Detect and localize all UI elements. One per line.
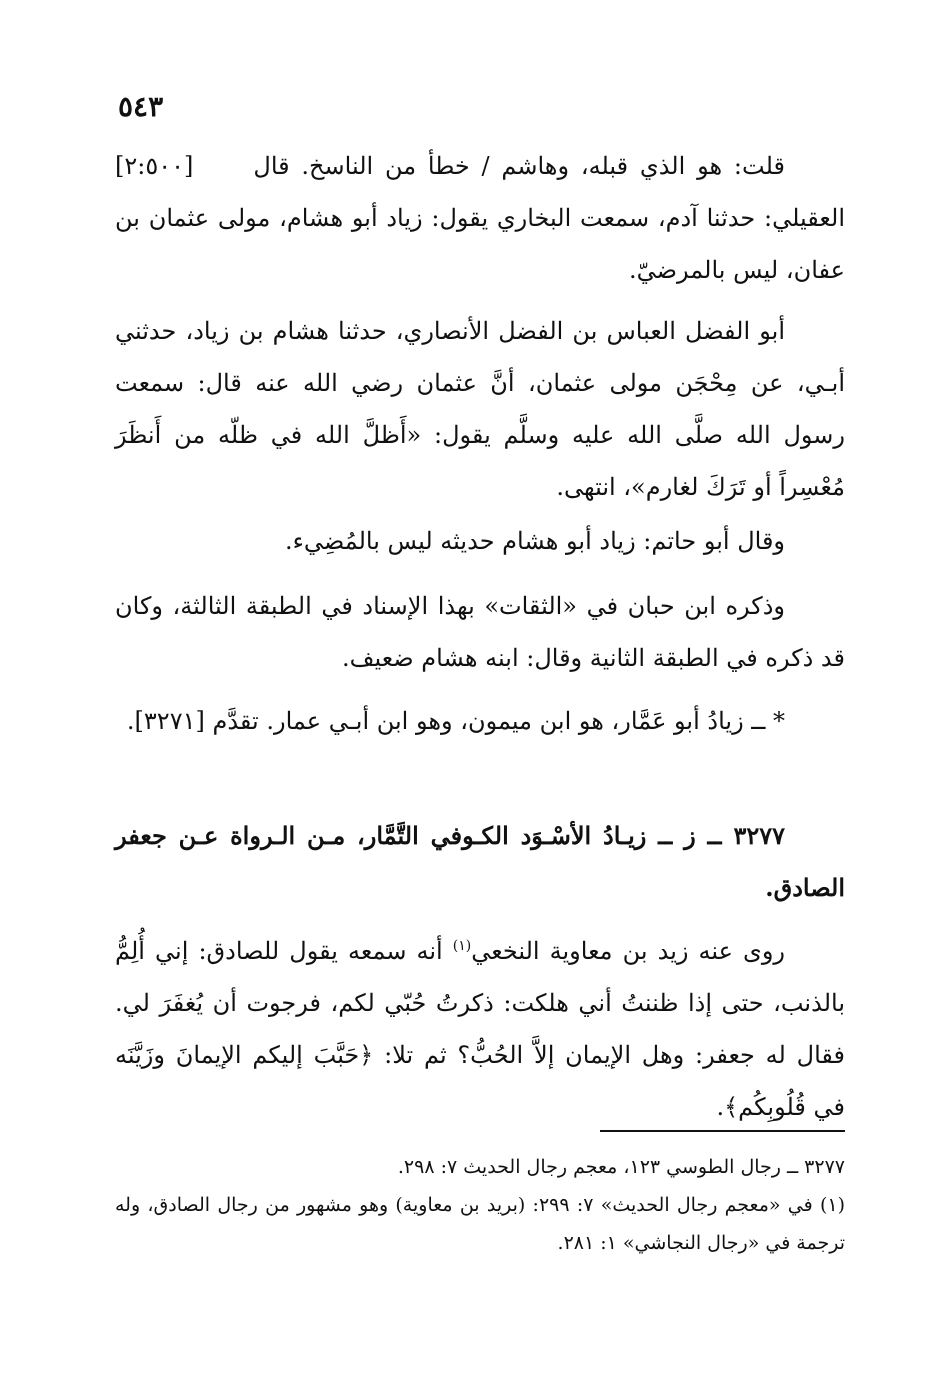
- paragraph-1: [115, 140, 845, 296]
- paragraph-3-text: وقال أبو حاتم: زياد أبو هشام حديثه ليس بالمُضِيء.: [284, 527, 785, 555]
- entry-3277-text: ٣٢٧٧ ــ ز ــ زيـادُ الأسْـوَد الكـوفي التَّمَّار، مـن الـرواة عـن جعفر الصادق.: [115, 821, 845, 902]
- footnotes: [115, 1148, 845, 1262]
- paragraph-5: [115, 695, 845, 747]
- paragraph-7-text-b: أنه سمعه يقول للصادق: إني أُلِمُّ بالذنب، حتى إذا ظننتُ أني هلكت: ذكرتُ حُبّي لكم، فرجوت أن يُغفَرَ لي. فقال له جعفر: وهل الإيمان إلاَّ الحُبُّ؟ ثم تلا: ﴿حَبَّبَ إليكم الإيمانَ وزَيَّنَه في قُلُوبِكُم﴾.: [115, 937, 845, 1121]
- paragraph-1-text: قلت: هو الذي قبله، وهاشم / خطأ من الناسخ. قال العقيلي: حدثنا آدم، سمعت البخاري يقول: زياد أبو هشام، مولى عثمان بن عفان، ليس بالمرضيّ.: [115, 152, 845, 284]
- paragraph-3: [115, 515, 845, 567]
- footnote-1: (١) في «معجم رجال الحديث» ٧: ٢٩٩: (بريد بن معاوية) وهو مشهور من رجال الصادق، وله ترجمة في «رجال النجاشي» ١: ٢٨١.: [115, 1194, 846, 1254]
- paragraph-4: [115, 580, 845, 684]
- footnote-divider: [600, 1130, 845, 1132]
- footnote-marker: (١): [452, 938, 472, 954]
- paragraph-2: [115, 305, 845, 513]
- footnote-source: ٣٢٧٧ ــ رجال الطوسي ١٢٣، معجم رجال الحديث ٧: ٢٩٨.: [397, 1156, 845, 1178]
- margin-reference: [٢:٥٠٠]: [115, 152, 194, 180]
- paragraph-5-text: * ــ زيادُ أبو عَمَّار، هو ابن ميمون، وهو ابن أبـي عمار. تقدَّم [٣٢٧١].: [126, 707, 785, 735]
- entry-3277: [115, 810, 845, 914]
- paragraph-7: [115, 925, 845, 1133]
- page-number: ٥٤٣: [118, 90, 164, 123]
- paragraph-4-text: وذكره ابن حبان في «الثقات» بهذا الإسناد في الطبقة الثالثة، وكان قد ذكره في الطبقة الثانية وقال: ابنه هشام ضعيف.: [115, 592, 845, 672]
- paragraph-2-text: أبو الفضل العباس بن الفضل الأنصاري، حدثنا هشام بن زياد، حدثني أبـي، عن مِحْجَن مولى عثمان، أنَّ عثمان رضي الله عنه قال: سمعت رسول الله صلَّى الله عليه وسلَّم يقول: «أَظلَّ الله في ظلّه من أَنظَرَ مُعْسِراً أو تَرَكَ لغارم»، انتهى.: [115, 317, 845, 501]
- paragraph-7-text-a: روى عنه زيد بن معاوية النخعي: [471, 937, 785, 965]
